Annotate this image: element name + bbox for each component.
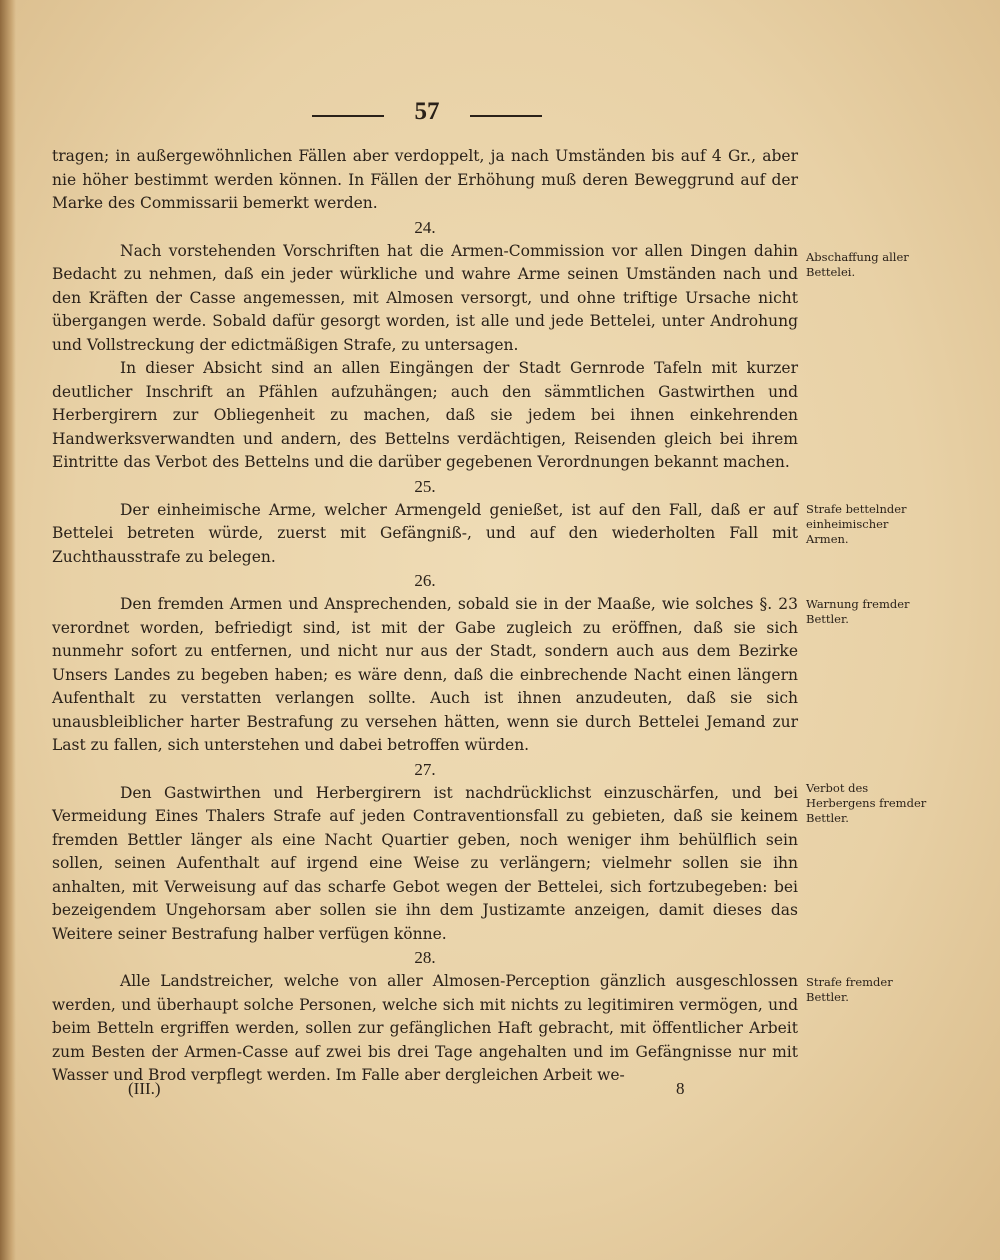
margin-note-28: Strafe fremder Bettler. [806,975,893,1004]
paragraph-28: Alle Landstreicher, welche von aller Almosen-Perception gänzlich ausgeschlossen werden, und überhaupt solche Personen, welche sich mit nichts zu legitimiren vermögen, und beim Betteln ergriffen werden, sollen zur gefänglichen Haft gebracht, mit öffentlicher Arbeit zum Besten der Armen-Casse auf zwei bis drei Tage angehalten und im Gefängnisse nur mit Wasser und Brod verpflegt werden. Im Falle aber dergleichen Arbeit we- [52,972,798,1084]
paragraph-24a: Nach vorstehenden Vorschriften hat die Armen-Commission vor allen Dingen dahin Bedacht zu nehmen, daß ein jeder würkliche und wahre Arme seinen Umständen nach und den Kräften der Casse angemessen, mit Almosen versorgt, und ohne triftige Ursache nicht übergangen werde. Sobald dafür gesorgt worden, ist alle und jede Bettelei, unter Androhung und Vollstreckung der edictmäßigen Strafe, zu untersagen. [52,241,798,354]
margin-note-25: Strafe bettelnder einheimischer Armen. [806,502,907,546]
paragraph-26: Den fremden Armen und Ansprechenden, sobald sie in der Maaße, wie solches §. 23 verordnet worden, befriedigt sind, ist mit der Gabe zugleich zu eröffnen, daß sie sich nunmehr sofort zu entfernen, und nicht nur aus der Stadt, sondern auch aus dem Bezirke Unsers Landes zu begeben haben; es wäre denn, daß die einbrechende Nacht einen längern Aufenthalt zu verstatten verlangen sollte. Auch ist ihnen anzudeuten, daß sie sich unausbleiblicher harter Bestrafung zu versehen hätten, wenn sie durch Bettelei Jemand zur Last zu fallen, sich unterstehen und dabei betroffen würden. [52,595,798,754]
body-text [52,145,798,1088]
paragraph-continued: tragen; in außergewöhnlichen Fällen aber verdoppelt, ja nach Umständen bis auf 4 Gr., aber nie höher bestimmt werden können. In Fällen der Erhöhung muß deren Beweggrund auf der Marke des Commissarii bemerkt werden. [52,147,798,212]
paragraph-24b: In dieser Absicht sind an allen Eingängen der Stadt Gernrode Tafeln mit kurzer deutlicher Inschrift an Pfählen aufzuhängen; auch den sämmtlichen Gastwirthen und Herbergirern zur Obliegenheit zu machen, daß sie jedem bei ihnen einkehrenden Handwerksverwandten und andern, des Bettelns verdächtigen, Reisenden gleich bei ihrem Eintritte das Verbot des Bettelns und die darüber gegebenen Verordnungen bekannt machen. [52,359,798,471]
page-number: 57 [414,98,440,125]
margin-note-26: Warnung fremder Bettler. [806,597,910,626]
page-header [0,98,1000,130]
header-rule-left [312,115,384,117]
section-number-24: 24. [414,217,436,237]
section-number-26: 26. [414,571,436,590]
section-number-25: 25. [414,476,436,496]
margin-note-24: Abschaffung aller Bettelei. [806,250,909,279]
paragraph-27: Den Gastwirthen und Herbergirern ist nachdrücklichst einzuschärfen, und bei Vermeidung Eines Thalers Strafe auf jeden Contraventionsfall zu gebieten, daß sie keinem fremden Bettler länger als eine Nacht Quartier geben, noch weniger ihm behülflich sein sollen, seinen Aufenthalt auf irgend eine Weise zu verlängern; vielmehr sollen sie ihn anhalten, mit Verweisung auf das scharfe Gebot wegen der Bettelei, sich fortzubegeben: bei bezeigendem Ungehorsam aber sollen sie ihn dem Justizamte anzeigen, damit dieses das Weitere seiner Bestrafung halber verfügen könne. [52,783,798,943]
section-number-27: 27. [414,759,436,779]
margin-note-27: Verbot des Herbergens fremder Bettler. [806,781,927,825]
book-spine-shadow [0,0,16,1260]
signature-mark: (III.) [128,1079,161,1098]
paragraph-25: Der einheimische Arme, welcher Armengeld genießet, ist auf den Fall, daß er auf Bettelei betreten würde, zuerst mit Gefängniß-, und auf den wiederholten Fall mit Zuchthausstrafe zu belegen. [52,500,798,566]
section-number-28: 28. [414,948,436,967]
header-rule-right [470,115,542,117]
sheet-number: 8 [676,1079,685,1098]
